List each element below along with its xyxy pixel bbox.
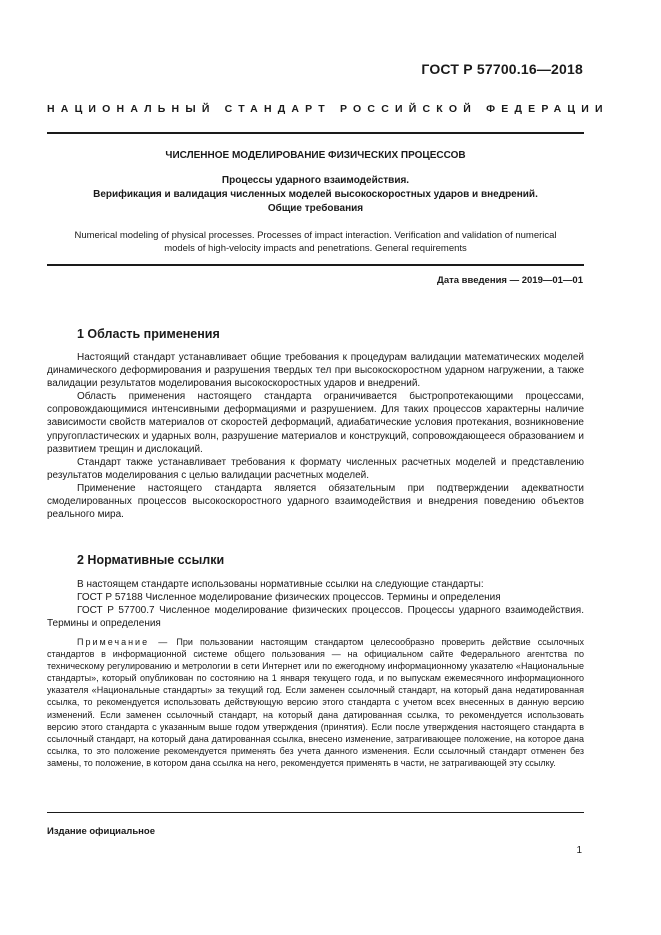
document-title: ЧИСЛЕННОЕ МОДЕЛИРОВАНИЕ ФИЗИЧЕСКИХ ПРОЦЕССОВ [165, 150, 466, 161]
subtitle-line-1: Процессы ударного взаимодействия. [221, 175, 410, 186]
english-title-line-2: models of high-velocity impacts and penetrations. General requirements [164, 243, 467, 254]
section-1-paragraph-4: Применение настоящего стандарта является обязательным при подтверждении адекватности смоделированных процессов высокоскоростного ударного взаимодействия и внедрения поведению объектов реального мира. [47, 482, 584, 521]
subtitle-line-3: Общие требования [267, 203, 364, 214]
subtitle-line-2: Верификация и валидация численных моделей высокоскоростных ударов и внедрений. [93, 189, 538, 200]
section-1-body [47, 351, 584, 521]
header-divider [47, 132, 584, 134]
footer-divider [47, 812, 584, 813]
english-title-line-1: Numerical modeling of physical processes. Processes of impact interaction. Verification and validation of numerical [74, 230, 557, 241]
introduction-date: Дата введения — 2019—01—01 [437, 275, 583, 286]
gost-number: ГОСТ Р 57700.16—2018 [421, 61, 583, 77]
section-2-heading: 2 Нормативные ссылки [77, 553, 225, 567]
section-2-paragraph-1: В настоящем стандарте использованы нормативные ссылки на следующие стандарты: [77, 579, 484, 590]
note-label: Примечание — [77, 637, 170, 647]
note-text: При пользовании настоящим стандартом целесообразно проверить действие ссылочных стандартов в информационной системе общего пользования — на официальном сайте Федерального агентства по техническому регулированию и метрологии в сети Интернет или по ежегодному информационному указателю «Национальные стандарты», который опубликован по состоянию на 1 января текущего года, и по выпускам ежемесячного информационного указателя «Национальные стандарты» за текущий год. Если заменен ссылочный стандарт, на который дана недатированная ссылка, то рекомендуется использовать действующую версию этого стандарта с учетом всех внесенных в данную версию изменений. Если заменен ссылочный стандарт, на который дана датированная ссылка, то рекомендуется использовать версию этого стандарта с указанным выше годом утверждения (принятия). Если после утверждения настоящего стандарта в ссылочный стандарт, на который дана датированная ссылка, внесено изменение, затрагивающее положение, на которое дана ссылка, то это положение рекомендуется применять без учета данного изменения. Если ссылочный стандарт отменен без замены, то положение, в котором дана ссылка на него, рекомендуется применять в части, не затрагивающей эту ссылку. [47, 637, 584, 768]
note-paragraph [47, 636, 584, 769]
page-number: 1 [576, 845, 582, 856]
normative-reference-2: ГОСТ Р 57700.7 Численное моделирование физических процессов. Процессы ударного взаимодействия. Термины и определения [47, 605, 584, 630]
section-1-paragraph-3: Стандарт также устанавливает требования к формату численных расчетных моделей и представлению результатов моделирования с целью валидации расчетных моделей. [47, 456, 584, 481]
section-1-paragraph-1: Настоящий стандарт устанавливает общие требования к процедурам валидации математических моделей динамического деформирования и разрушения твердых тел при высокоскоростном ударном нагружении, а также валидации результатов моделирования высокоскоростных ударов и внедрений. [47, 352, 584, 390]
note-block [47, 636, 584, 769]
title-divider [47, 264, 584, 266]
official-edition-label: Издание официальное [47, 826, 155, 837]
national-standard-banner: НАЦИОНАЛЬНЫЙ СТАНДАРТ РОССИЙСКОЙ ФЕДЕРАЦИИ [47, 103, 609, 115]
section-1-paragraph-2: Область применения настоящего стандарта ограничивается быстропротекающими процессами, сопровождающимися интенсивными деформациями и разрушением. Для таких процессов характерны наличие зависимости свойств материалов от скоростей деформаций, адиабатические условия протекания, возникновение упругопластических и ударных волн, разрушение материалов и конструкций, сопровождающееся образованием и развитием трещин и дислокаций. [47, 391, 584, 455]
section-1-heading: 1 Область применения [77, 327, 220, 341]
section-2-body [47, 578, 584, 630]
normative-reference-1: ГОСТ Р 57188 Численное моделирование физических процессов. Термины и определения [77, 592, 501, 604]
